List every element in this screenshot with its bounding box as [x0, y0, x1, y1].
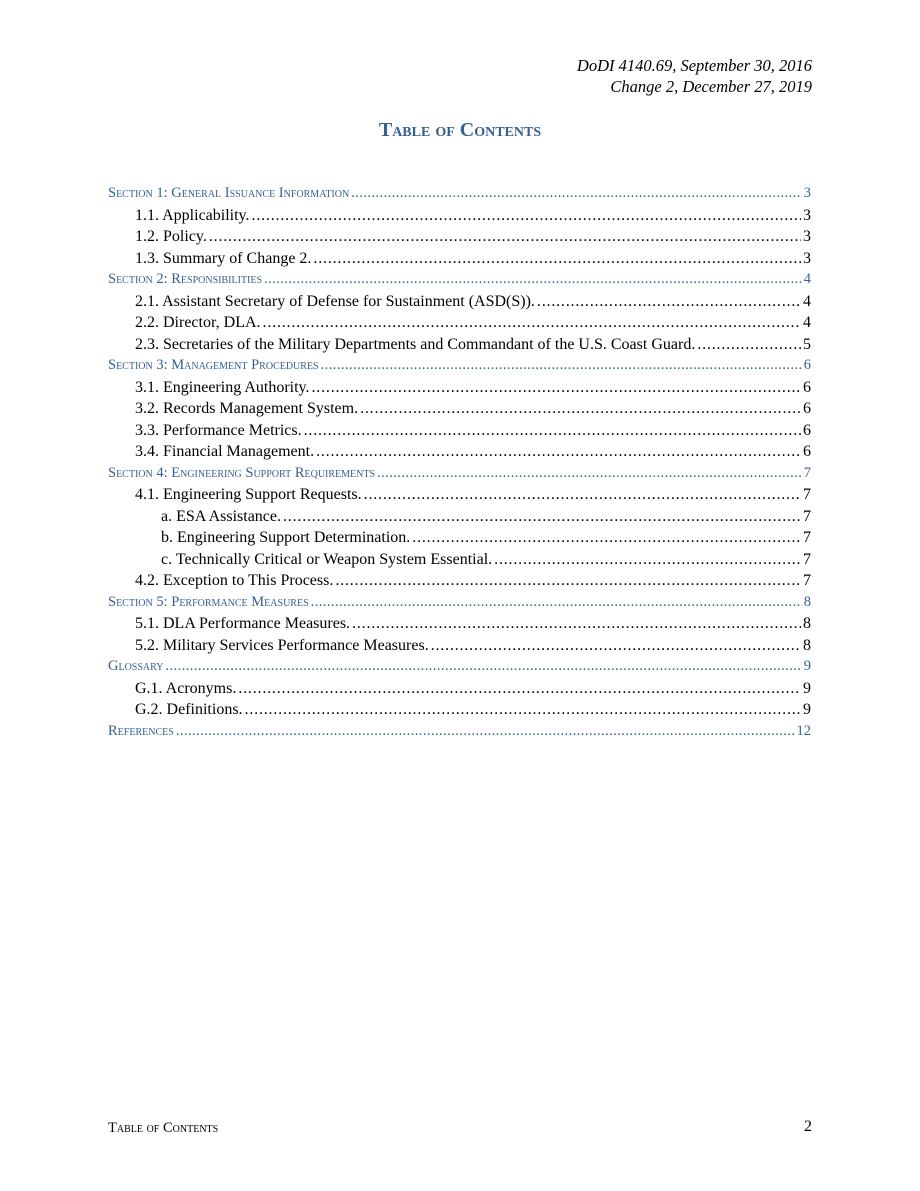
toc-section-link[interactable] [108, 721, 811, 743]
toc-entry-text: b. Engineering Support Determination. [161, 529, 411, 546]
toc-entry-text: Section 3: Management Procedures [108, 357, 319, 373]
toc-entry-text: 2.2. Director, DLA. [135, 314, 261, 331]
toc-page-number: 3 [803, 249, 811, 267]
toc-entry-link[interactable] [108, 205, 811, 227]
toc-entry-text: 3.4. Financial Management. [135, 443, 315, 460]
toc-entry-link[interactable] [108, 549, 811, 571]
dot-leader [316, 441, 801, 463]
toc-entry-text: 5.2. Military Services Performance Measures. [135, 636, 429, 654]
toc-entry-text: 1.2. Policy. [135, 228, 207, 245]
dot-leader [283, 506, 801, 528]
footer-section-label: Table of Contents [108, 1120, 219, 1136]
toc-entry-link[interactable] [108, 312, 811, 334]
toc-entry-text: 5.1. DLA Performance Measures. [135, 615, 351, 632]
toc-entry-text: 1.1. Applicability. [135, 206, 250, 224]
header-change-line: Change 2, December 27, 2019 [610, 77, 812, 96]
toc-page-number: 9 [803, 679, 811, 697]
dot-leader [364, 484, 801, 506]
toc-page-number: 6 [803, 378, 811, 396]
table-of-contents [108, 183, 811, 742]
dot-leader [321, 355, 802, 377]
toc-entry-text: Section 5: Performance Measures [108, 593, 309, 610]
toc-section-link[interactable] [108, 269, 811, 291]
toc-page-number: 6 [803, 443, 811, 460]
dot-leader [697, 334, 801, 356]
toc-section-link[interactable] [108, 463, 811, 485]
dot-leader [360, 398, 801, 420]
toc-entry-text: 3.2. Records Management System. [135, 400, 359, 417]
toc-entry-link[interactable] [108, 570, 811, 592]
toc-page-number: 9 [803, 701, 811, 718]
page-title: Table of Contents [378, 119, 542, 141]
toc-entry-link[interactable] [108, 484, 811, 506]
dot-leader [252, 205, 801, 227]
toc-page-number: 9 [803, 658, 811, 674]
toc-entry-link[interactable] [108, 334, 811, 356]
toc-entry-link[interactable] [108, 635, 811, 657]
toc-page-number: 7 [803, 572, 811, 589]
toc-entry-link[interactable] [108, 248, 811, 270]
dot-leader [412, 527, 801, 549]
dot-leader [264, 269, 802, 291]
toc-entry-link[interactable] [108, 506, 811, 528]
toc-page-number: 7 [803, 529, 811, 546]
toc-entry-text: c. Technically Critical or Weapon System Essential. [161, 550, 493, 568]
toc-entry-text: G.1. Acronyms. [135, 679, 237, 697]
dot-leader [494, 549, 801, 571]
toc-entry-link[interactable] [108, 613, 811, 635]
toc-page-number: 3 [803, 228, 811, 245]
toc-page-number: 7 [803, 507, 811, 525]
dot-leader [311, 592, 802, 614]
dot-leader [263, 312, 801, 334]
toc-page-number: 5 [803, 335, 811, 353]
toc-page-number: 6 [803, 357, 811, 373]
dot-leader [377, 463, 802, 485]
dot-leader [176, 721, 795, 743]
toc-page-number: 8 [803, 636, 811, 654]
toc-page-number: 7 [803, 464, 811, 481]
toc-page-number: 4 [803, 314, 811, 331]
toc-entry-link[interactable] [108, 678, 811, 700]
toc-entry-text: 4.1. Engineering Support Requests. [135, 486, 362, 503]
toc-entry-text: 3.1. Engineering Authority. [135, 378, 310, 396]
toc-section-link[interactable] [108, 592, 811, 614]
document-header [577, 55, 812, 97]
dot-leader [537, 291, 801, 313]
dot-leader [351, 183, 802, 205]
toc-page-number: 4 [803, 271, 811, 287]
dot-leader [312, 377, 802, 399]
toc-page-number: 6 [803, 421, 811, 439]
toc-page-number: 3 [803, 185, 811, 201]
toc-entry-link[interactable] [108, 441, 811, 463]
toc-entry-link[interactable] [108, 527, 811, 549]
dot-leader [313, 248, 801, 270]
toc-page-number: 8 [803, 615, 811, 632]
toc-entry-text: References [108, 722, 174, 739]
toc-entry-link[interactable] [108, 420, 811, 442]
toc-page-number: 3 [803, 206, 811, 224]
toc-entry-text: Glossary [108, 658, 164, 674]
dot-leader [209, 226, 801, 248]
toc-page-number: 4 [803, 292, 811, 310]
toc-entry-text: 4.2. Exception to This Process. [135, 572, 334, 589]
toc-page-number: 7 [803, 550, 811, 568]
toc-page-number: 6 [803, 400, 811, 417]
toc-entry-text: Section 4: Engineering Support Requirements [108, 464, 376, 481]
toc-section-link[interactable] [108, 183, 811, 205]
toc-entry-text: 2.1. Assistant Secretary of Defense for Sustainment (ASD(S)). [135, 292, 535, 310]
toc-entry-link[interactable] [108, 377, 811, 399]
footer-page-number: 2 [804, 1118, 812, 1135]
dot-leader [431, 635, 801, 657]
toc-entry-text: Section 2: Responsibilities [108, 271, 263, 287]
toc-page-number: 7 [803, 486, 811, 503]
toc-entry-link[interactable] [108, 291, 811, 313]
toc-section-link[interactable] [108, 656, 811, 678]
toc-entry-link[interactable] [108, 226, 811, 248]
toc-entry-text: a. ESA Assistance. [161, 507, 281, 525]
toc-entry-text: 1.3. Summary of Change 2. [135, 249, 312, 267]
toc-entry-text: G.2. Definitions. [135, 701, 243, 718]
toc-page-number: 12 [796, 722, 811, 739]
toc-entry-text: 2.3. Secretaries of the Military Departments and Commandant of the U.S. Coast Guard. [135, 335, 696, 353]
dot-leader [304, 420, 801, 442]
dot-leader [166, 656, 802, 678]
dot-leader [335, 570, 801, 592]
toc-section-link[interactable] [108, 355, 811, 377]
toc-entry-link[interactable] [108, 699, 811, 721]
toc-entry-text: 3.3. Performance Metrics. [135, 421, 302, 439]
toc-page-number: 8 [803, 593, 811, 610]
header-issuance-line: DoDI 4140.69, September 30, 2016 [576, 56, 812, 75]
dot-leader [352, 613, 801, 635]
toc-entry-link[interactable] [108, 398, 811, 420]
dot-leader [245, 699, 801, 721]
dot-leader [238, 678, 801, 700]
toc-entry-text: Section 1: General Issuance Information [108, 185, 350, 201]
